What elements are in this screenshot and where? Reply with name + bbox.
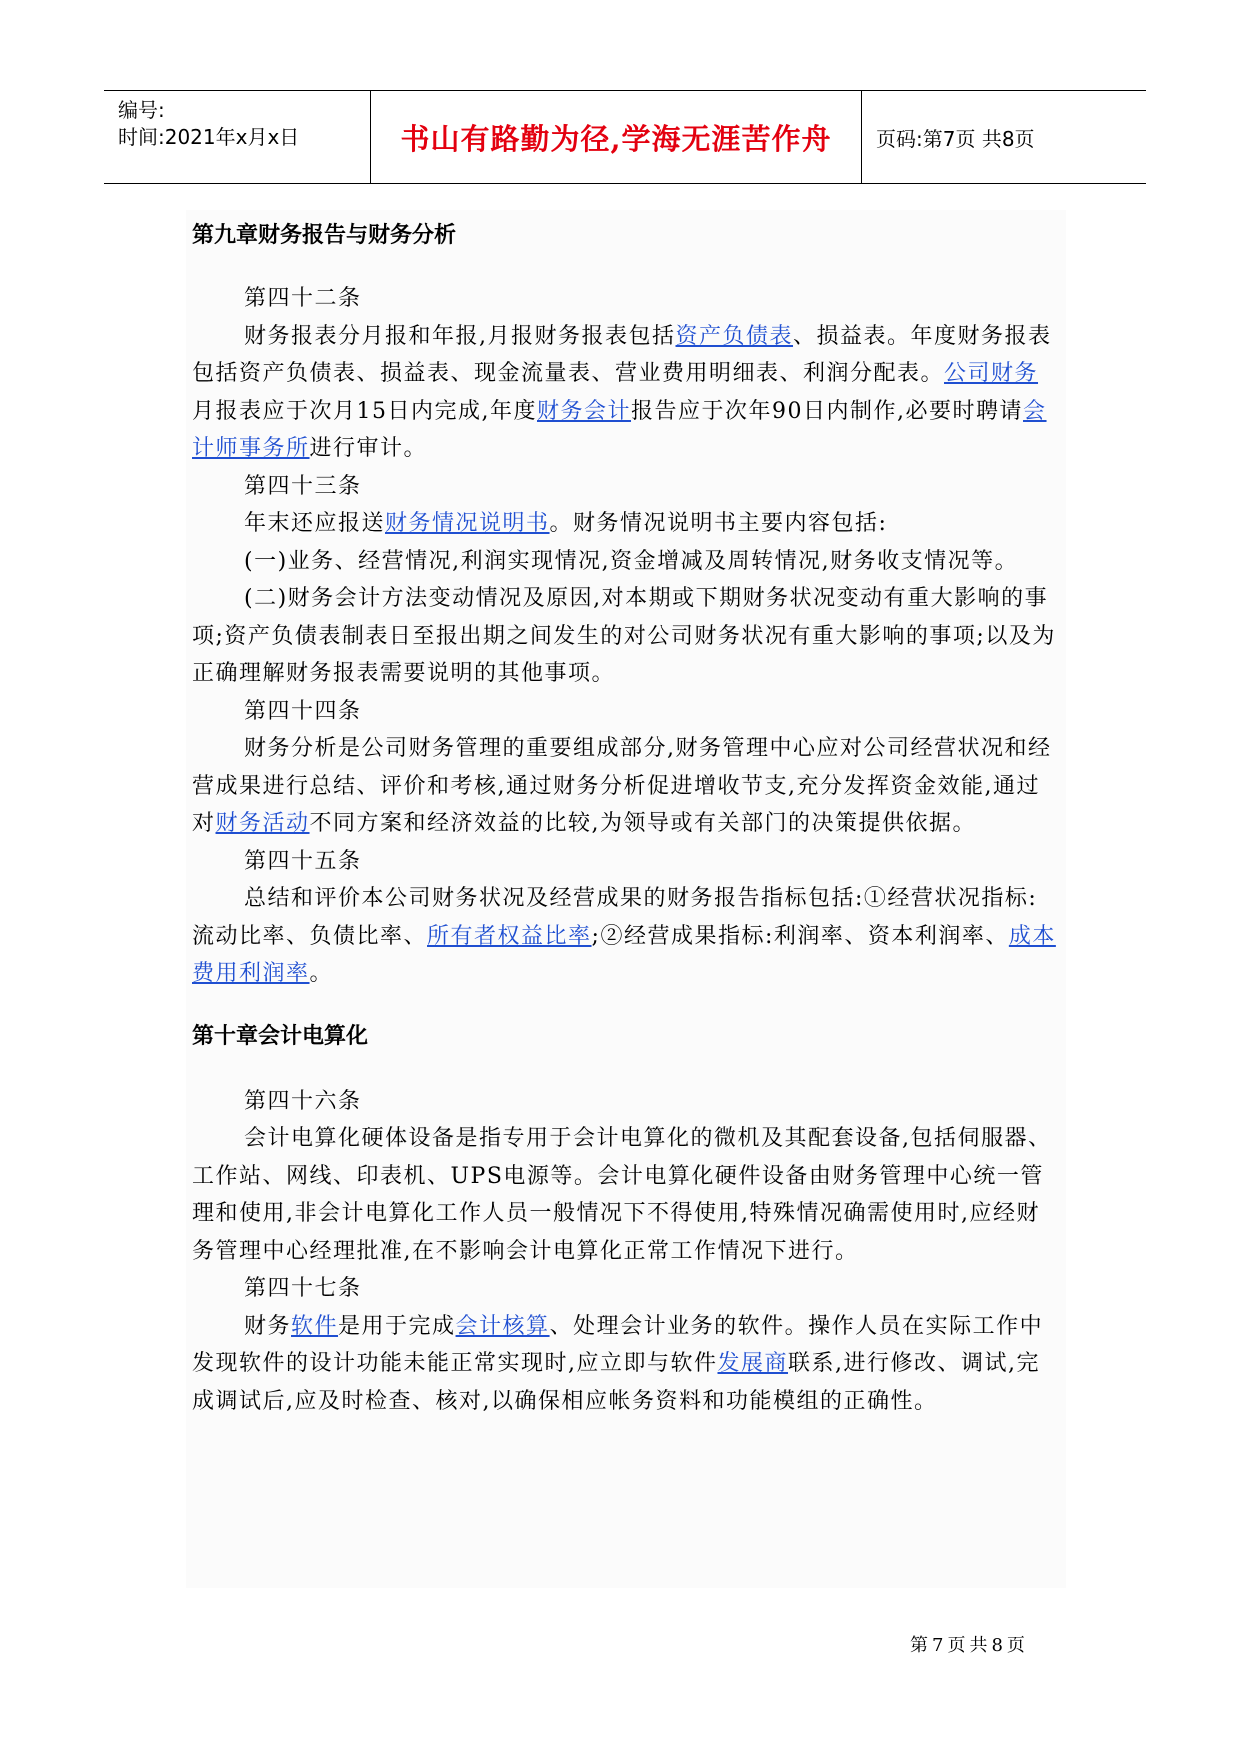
article-44-text bbox=[192, 730, 1058, 843]
chapter-9-title: 第九章财务报告与财务分析 bbox=[192, 223, 457, 248]
text-segment: ;②经营成果指标:利润率、资本利润率、 bbox=[591, 923, 1009, 949]
article-47-heading: 第四十七条 bbox=[244, 1276, 362, 1301]
document-header bbox=[104, 90, 1146, 184]
document-body bbox=[186, 210, 1066, 1588]
article-42-heading: 第四十二条 bbox=[244, 286, 362, 311]
article-43-item-1: (一)业务、经营情况,利润实现情况,资金增减及周转情况,财务收支情况等。 bbox=[244, 548, 1019, 574]
article-46-heading: 第四十六条 bbox=[244, 1088, 362, 1114]
text-segment: 总结和评价本公司财务状况及经营成果的财务报告指标包括:①经营状况指标:流动比率、负债比率、 bbox=[192, 886, 1038, 949]
link-software[interactable]: 软件 bbox=[291, 1313, 339, 1339]
text-segment: 、处理会计业务的软件。操作人员在实际工作中发现软件的设计功能未能正常实现时,应立即与软件 bbox=[192, 1313, 1044, 1376]
text-segment: 、损益表。年度财务报表包括资产负债表、损益表、现金流量表、营业费用明细表、利润分配表。 bbox=[192, 323, 1052, 386]
text-segment: 进行审计。 bbox=[309, 436, 428, 461]
article-44-heading: 第四十四条 bbox=[244, 698, 362, 724]
header-meta bbox=[104, 91, 370, 183]
link-equity-ratio[interactable]: 所有者权益比率 bbox=[427, 923, 592, 949]
article-43-text bbox=[192, 505, 1058, 543]
header-motto: 书山有路勤为径,学海无涯苦作舟 bbox=[370, 91, 862, 183]
text-segment: 是用于完成 bbox=[338, 1313, 456, 1339]
text-segment: 财务分析是公司财务管理的重要组成部分,财务管理中心应对公司经营状况和经营成果进行总结、评价和考核,通过财务分析促进增收节支,充分发挥资金效能,通过对 bbox=[192, 736, 1052, 836]
article-43-heading: 第四十三条 bbox=[244, 473, 362, 499]
page-footer: 第7页共8页 bbox=[910, 1635, 1029, 1656]
article-43-item-2: (二)财务会计方法变动情况及原因,对本期或下期财务状况变动有重大影响的事项;资产负债表制表日至报出期之间发生的对公司财务状况有重大影响的事项;以及为正确理解财务报表需要说明的其他事项。 bbox=[192, 586, 1056, 686]
text-segment: 财务报表分月报和年报,月报财务报表包括 bbox=[244, 323, 676, 349]
text-segment: 联系,进行修改、调试,完成调试后,应及时检查、核对,以确保相应帐务资料和功能模组的正确性。 bbox=[192, 1351, 1041, 1414]
link-balance-sheet[interactable]: 资产负债表 bbox=[675, 323, 794, 349]
document-number: 编号: bbox=[118, 98, 165, 122]
header-page-number: 页码:第7页 共8页 bbox=[876, 126, 1035, 151]
text-segment: 不同方案和经济效益的比较,为领导或有关部门的决策提供依据。 bbox=[309, 811, 977, 836]
link-accounting[interactable]: 会计核算 bbox=[455, 1313, 550, 1339]
document-time: 时间:2021年x月x日 bbox=[118, 125, 300, 149]
text-segment: 月报表应于次月15日内完成,年度 bbox=[192, 398, 537, 424]
link-financial-accounting[interactable]: 财务会计 bbox=[537, 398, 632, 424]
article-47-text bbox=[192, 1308, 1058, 1421]
chapter-10-title: 第十章会计电算化 bbox=[192, 1023, 369, 1049]
text-segment: 。 bbox=[309, 961, 334, 986]
article-42-text bbox=[192, 318, 1058, 468]
link-financial-activity[interactable]: 财务活动 bbox=[215, 811, 310, 836]
article-45-heading: 第四十五条 bbox=[244, 848, 362, 874]
link-developer[interactable]: 发展商 bbox=[717, 1351, 789, 1376]
link-company-finance[interactable]: 公司财务 bbox=[944, 361, 1039, 386]
text-segment: 。财务情况说明书主要内容包括: bbox=[549, 511, 888, 536]
link-financial-statement[interactable]: 财务情况说明书 bbox=[385, 511, 550, 536]
text-segment: 报告应于次年90日内制作,必要时聘请 bbox=[631, 398, 1024, 424]
text-segment: 财务 bbox=[244, 1313, 292, 1339]
article-46-text: 会计电算化硬体设备是指专用于会计电算化的微机及其配套设备,包括伺服器、工作站、网线、印表机、UPS电源等。会计电算化硬件设备由财务管理中心统一管理和使用,非会计电算化工作人员一般情况下不得使用,特殊情况确需使用时,应经财务管理中心经理批准,在不影响会计电算化正常工作情况下进行。 bbox=[192, 1126, 1052, 1264]
link-cost-profit-ratio[interactable]: 成本费用利润率 bbox=[192, 923, 1056, 986]
text-segment: 年末还应报送 bbox=[244, 511, 386, 536]
link-accounting-firm[interactable]: 会计师事务所 bbox=[192, 398, 1047, 461]
article-45-text bbox=[192, 880, 1058, 993]
